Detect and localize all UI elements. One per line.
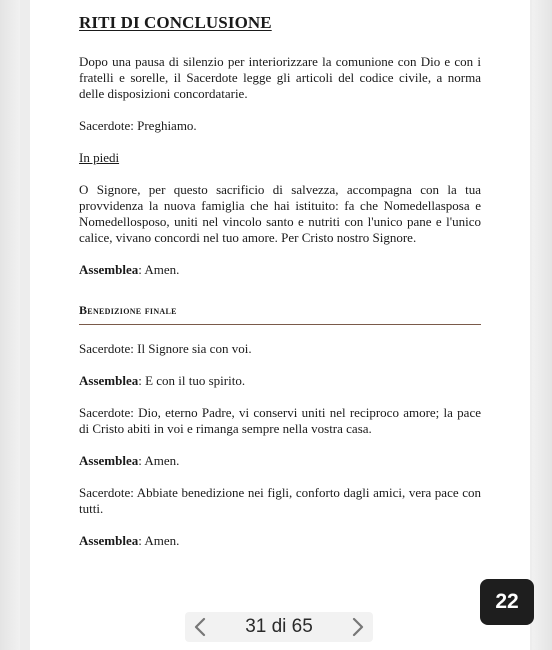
next-page-button[interactable] (343, 612, 373, 642)
page-badge[interactable]: 22 (480, 579, 534, 625)
assembly-label: Assemblea (79, 262, 139, 277)
document-page (30, 0, 530, 650)
assembly-response (79, 453, 481, 469)
prayer-paragraph: O Signore, per questo sacrificio di salvezza, accompagna con la tua provvidenza la nuova famiglia che hai istituito: fa che Nomedellasposa e Nomedellosposo, uniti nel vincolo santo e nutriti con l'unico pane e l'unico calice, vivano concordi nel tuo amore. Per Cristo nostro Signore. (79, 182, 481, 245)
page-navigator (185, 612, 373, 642)
priest-line: Sacerdote: Abbiate benedizione nei figli, conforto dagli amici, vera pace con tutti. (79, 485, 481, 516)
assembly-label: Assemblea (79, 373, 139, 388)
section-heading: Benedizione finale (79, 302, 481, 325)
intro-paragraph: Dopo una pausa di silenzio per interiorizzare la comunione con Dio e con i fratelli e sorelle, il Sacerdote legge gli articoli del codice civile, a norma delle disposizioni concordatarie. (79, 54, 481, 101)
assembly-response (79, 262, 481, 278)
assembly-label: Assemblea (79, 453, 139, 468)
page-shadow-left (0, 0, 20, 650)
assembly-response (79, 533, 481, 549)
assembly-response (79, 373, 481, 389)
priest-line: Sacerdote: Dio, eterno Padre, vi conservi uniti nel reciproco amore; la pace di Cristo abiti in voi e rimanga sempre nella vostra casa. (79, 405, 481, 436)
chevron-left-icon (193, 617, 207, 637)
page-shadow-right (532, 0, 552, 650)
page-title: RITI DI CONCLUSIONE (79, 13, 272, 32)
prev-page-button[interactable] (185, 612, 215, 642)
priest-line: Sacerdote: Preghiamo. (79, 118, 197, 133)
assembly-text: : Amen. (138, 453, 180, 468)
assembly-label: Assemblea (79, 533, 139, 548)
priest-line: Sacerdote: Il Signore sia con voi. (79, 341, 252, 356)
rubric-in-piedi: In piedi (79, 150, 120, 165)
assembly-text: : E con il tuo spirito. (138, 373, 246, 388)
page-indicator: 31 di 65 (245, 616, 313, 637)
assembly-text: : Amen. (138, 262, 180, 277)
assembly-text: : Amen. (138, 533, 180, 548)
page-content (79, 12, 481, 565)
chevron-right-icon (351, 617, 365, 637)
